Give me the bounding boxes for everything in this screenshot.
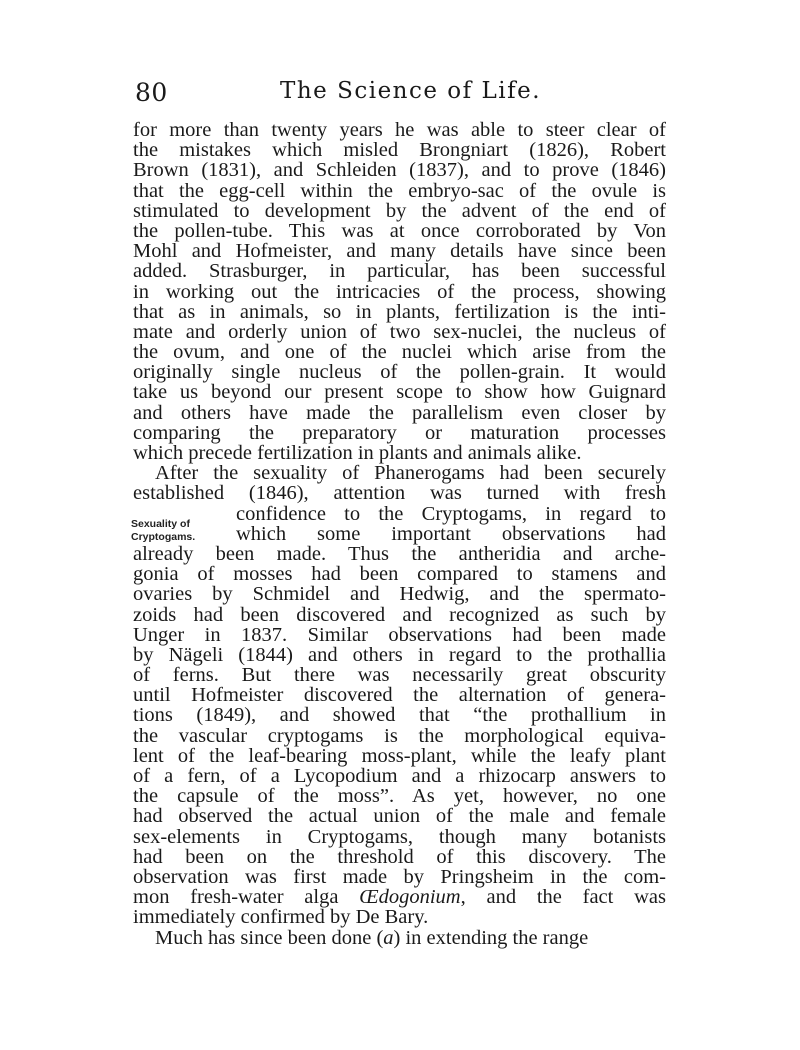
text-line: that as in animals, so in plants, fertilization is the inti-: [133, 300, 666, 323]
text-line: added. Strasburger, in particular, has been successful: [133, 260, 666, 283]
text-segment: Much has since been done (: [155, 926, 384, 949]
text-segment: mon fresh-water alga: [133, 886, 360, 909]
text-line: already been made. Thus the antheridia and arche-: [133, 542, 666, 565]
text-line: had observed the actual union of the male and female: [133, 805, 666, 828]
text-line: by Nägeli (1844) and others in regard to the prothallia: [133, 643, 666, 666]
text-line: Mohl and Hofmeister, and many details have since been: [133, 240, 666, 263]
text-line: Unger in 1837. Similar observations had been made: [133, 623, 666, 646]
text-line: zoids had been discovered and recognized as such by: [133, 603, 666, 626]
text-line: of ferns. But there was necessarily great obscurity: [133, 664, 666, 687]
genus-name-italic: Œdogonium: [359, 886, 461, 909]
page-number: 80: [135, 78, 168, 107]
text-line: observation was first made by Pringsheim in the com-: [133, 865, 666, 888]
margin-note-line: Cryptogams.: [131, 531, 196, 543]
text-line: which precede fertilization in plants and animals alike.: [133, 442, 582, 464]
text-line: [133, 887, 666, 907]
text-line: the ovum, and one of the nuclei which arise from the: [133, 341, 666, 364]
text-line: gonia of mosses had been compared to stamens and: [133, 563, 666, 586]
text-line: until Hofmeister discovered the alternation of genera-: [133, 684, 666, 707]
text-line: for more than twenty years he was able to steer clear of: [133, 119, 666, 141]
text-line: [133, 928, 666, 948]
list-marker-italic: a: [383, 926, 394, 949]
text-line: stimulated to development by the advent of the end of: [133, 199, 666, 222]
text-line: the vascular cryptogams is the morphological equiva-: [133, 724, 666, 747]
text-segment: , and the fact was: [460, 886, 667, 909]
text-line: After the sexuality of Phanerogams had been securely: [155, 462, 666, 485]
text-line: that the egg-cell within the embryo-sac of the ovule is: [133, 179, 666, 202]
text-line: sex-elements in Cryptogams, though many botanists: [133, 825, 666, 848]
text-line: originally single nucleus of the pollen-grain. It would: [133, 361, 666, 384]
text-line: comparing the preparatory or maturation processes: [133, 421, 666, 444]
text-line: of a fern, of a Lycopodium and a rhizocarp answers to: [133, 765, 666, 787]
body-text: [133, 120, 666, 948]
text-line: had been on the threshold of this discovery. The: [133, 845, 666, 868]
text-line: lent of the leaf-bearing moss-plant, while the leafy plant: [133, 744, 666, 767]
text-line: the mistakes which misled Brongniart (1826), Robert: [133, 139, 666, 162]
text-line: established (1846), attention was turned with fresh: [133, 482, 666, 505]
text-line: immediately confirmed by De Bary.: [133, 906, 429, 929]
text-line: ovaries by Schmidel and Hedwig, and the spermato-: [133, 583, 666, 606]
text-segment: ) in extending the range: [393, 926, 589, 949]
text-line: take us beyond our present scope to show how Guignard: [133, 381, 666, 404]
text-line: the capsule of the moss”. As yet, however, no one: [133, 785, 666, 808]
text-line: the pollen-tube. This was at once corroborated by Von: [133, 219, 666, 242]
running-head: The Science of Life.: [280, 78, 542, 104]
text-line: and others have made the parallelism even closer by: [133, 401, 666, 424]
margin-note-line: Sexuality of: [131, 518, 190, 530]
text-line: in working out the intricacies of the process, showing: [133, 280, 666, 303]
text-line: tions (1849), and showed that “the prothallium in: [133, 704, 666, 727]
text-line: which some important observations had: [236, 522, 666, 545]
text-line: Brown (1831), and Schleiden (1837), and to prove (1846): [133, 159, 666, 182]
text-line: mate and orderly union of two sex-nuclei, the nucleus of: [133, 320, 666, 343]
text-line: confidence to the Cryptogams, in regard to: [236, 502, 666, 525]
